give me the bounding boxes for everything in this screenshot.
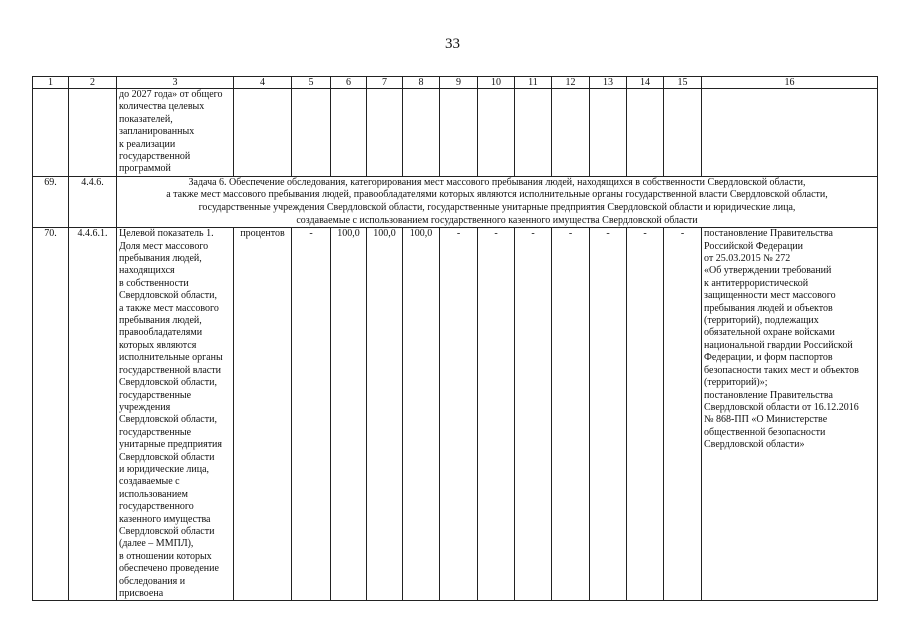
column-header: 10 [478,77,515,89]
indicators-table [32,76,878,601]
unit-cell: процентов [234,228,292,601]
value-cell-10: - [478,228,515,601]
cell-empty [515,89,552,177]
cell-empty [440,89,478,177]
value-cell-13: - [590,228,627,601]
column-header: 11 [515,77,552,89]
column-header: 2 [69,77,117,89]
cell-empty [478,89,515,177]
value-cell-11: - [515,228,552,601]
row-number: 70. [33,228,69,601]
value-cell-6: 100,0 [331,228,367,601]
column-header: 8 [403,77,440,89]
column-header: 9 [440,77,478,89]
source-document-cell: постановление Правительства Российской Федерации от 25.03.2015 № 272 «Об утверждении требований к антитеррористической защищенности мест массового пребывания людей и объектов (территорий), подлежащих обязательной охране войсками национальной гвардии Российской Федерации, и форм паспортов безопасности таких мест и объектов (территорий)»; постановление Правительства Свердловской области от 16.12.2016 № 868-ПП «О Министерстве общественной безопасности Свердловской области» [702,228,878,601]
row-code: 4.4.6.1. [69,228,117,601]
cell-empty [590,89,627,177]
row-number: 69. [33,176,69,227]
cell-empty [33,89,69,177]
table-row-continuation [33,89,878,177]
column-header: 7 [367,77,403,89]
column-header: 15 [664,77,702,89]
indicator-text: Целевой показатель 1. Доля мест массового пребывания людей, находящихся в собственности Свердловской области, а также мест массового пребывания людей, правообладателями которых являются исполнительные органы государственной власти Свердловской области, государственные учреждения Свердловской области, государственные унитарные предприятия Свердловской области и юридические лица, создаваемые с использованием государственного казенного имущества Свердловской области (далее – ММПЛ), в отношении которых обеспечено проведение обследования и присвоена [117,228,234,601]
cell-empty [367,89,403,177]
column-header: 5 [292,77,331,89]
cell-empty [627,89,664,177]
column-header: 1 [33,77,69,89]
column-header: 6 [331,77,367,89]
page-number: 33 [445,36,460,52]
value-cell-15: - [664,228,702,601]
column-header: 14 [627,77,664,89]
table-row-69 [33,176,878,227]
value-cell-12: - [552,228,590,601]
table-header [33,77,878,89]
value-cell-14: - [627,228,664,601]
cell-empty [403,89,440,177]
column-header: 12 [552,77,590,89]
task-description: Задача 6. Обеспечение обследования, категорирования мест массового пребывания людей, находящихся в собственности Свердловской области, а также мест массового пребывания людей, правообладателями которых являются исполнительные органы государственной власти Свердловской области, государственные учреждения Свердловской области, государственные унитарные предприятия Свердловской области и юридические лица, создаваемые с использованием государственного казенного имущества Свердловской области [117,176,878,227]
row-code: 4.4.6. [69,176,117,227]
value-cell-5: - [292,228,331,601]
cell-empty [331,89,367,177]
column-header: 16 [702,77,878,89]
cell-empty [664,89,702,177]
value-cell-7: 100,0 [367,228,403,601]
cell-empty [702,89,878,177]
table-row-70 [33,228,878,601]
continuation-indicator-text: до 2027 года» от общего количества целевых показателей, запланированных к реализации государственной программой [117,89,234,177]
cell-empty [69,89,117,177]
cell-empty [292,89,331,177]
column-header: 4 [234,77,292,89]
value-cell-8: 100,0 [403,228,440,601]
value-cell-9: - [440,228,478,601]
column-header: 13 [590,77,627,89]
cell-empty [234,89,292,177]
cell-empty [552,89,590,177]
column-header: 3 [117,77,234,89]
